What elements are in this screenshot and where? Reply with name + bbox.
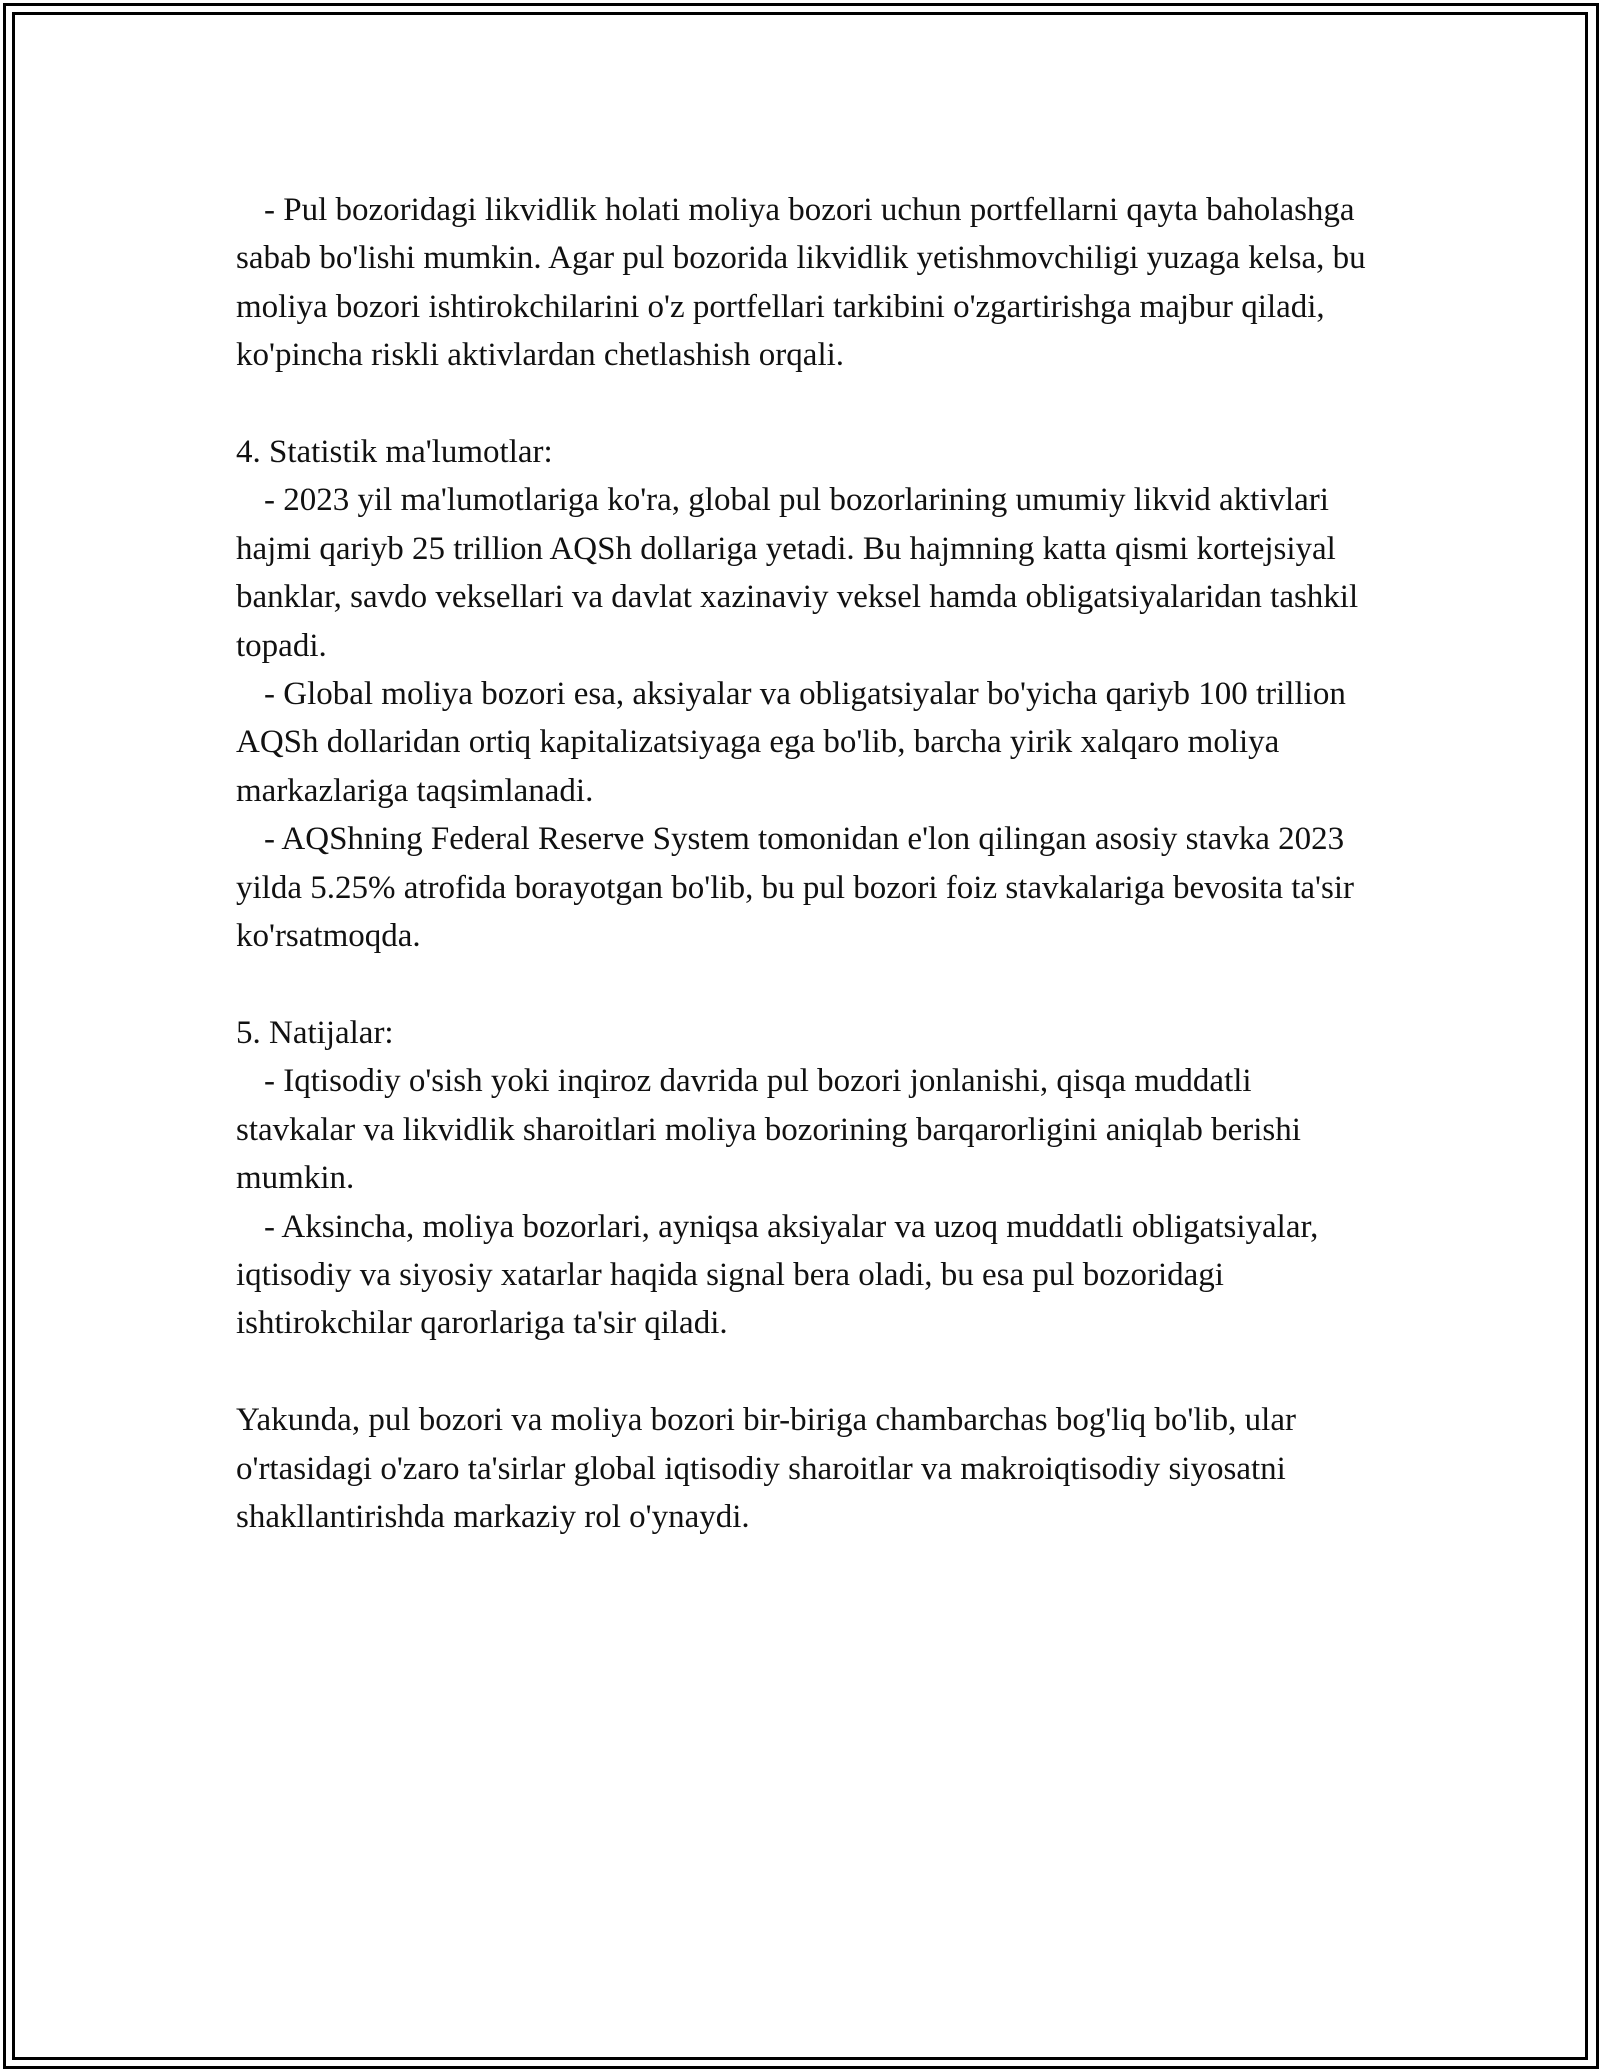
section-4-item-2: - Global moliya bozori esa, aksiyalar va obligatsiyalar bo'yicha qariyb 100 trillion AQSh dollaridan ortiq kapitalizatsiyaga ega bo'lib, barcha yirik xalqaro moliya markazlariga taqsimlanadi. — [236, 676, 1346, 809]
paragraph-spacer — [236, 1348, 1376, 1396]
section-5-item-2: - Aksincha, moliya bozorlari, ayniqsa aksiyalar va uzoq muddatli obligatsiyalar, iqtisodiy va siyosiy xatarlar haqida signal bera oladi, bu esa pul bozoridagi ishtirokchilar qarorlariga ta'sir qiladi. — [236, 1208, 1319, 1342]
paragraph-spacer — [236, 380, 1376, 428]
section-5-item-1: - Iqtisodiy o'sish yoki inqiroz davrida pul bozori jonlanishi, qisqa muddatli stavkalar va likvidlik sharoitlari moliya bozorining barqarorligini aniqlab berishi mumkin. — [236, 1063, 1301, 1197]
paragraph-spacer — [236, 960, 1376, 1008]
intro-list-item: - Pul bozoridagi likvidlik holati moliya bozori uchun portfellarni qayta baholashga sabab bo'lishi mumkin. Agar pul bozorida likvidlik yetishmovchiligi yuzaga kelsa, bu moliya bozori ishtirokchilarini o'z portfellari tarkibini o'zgartirishga majbur qiladi, ko'pincha riskli aktivlardan chetlashish orqali. — [236, 192, 1366, 374]
document-body — [236, 186, 1376, 1541]
section-4-item-3: - AQShning Federal Reserve System tomonidan e'lon qilingan asosiy stavka 2023 yilda 5.25% atrofida borayotgan bo'lib, bu pul bozori foiz stavkalariga bevosita ta'sir ko'rsatmoqda. — [236, 821, 1355, 955]
section-5-heading: 5. Natijalar: — [236, 1014, 394, 1051]
conclusion-paragraph: Yakunda, pul bozori va moliya bozori bir-biriga chambarchas bog'liq bo'lib, ular o'rtasidagi o'zaro ta'sirlar global iqtisodiy sharoitlar va makroiqtisodiy siyosatni shakllantirishda markaziy rol o'ynaydi. — [236, 1402, 1296, 1535]
section-4-item-1: - 2023 yil ma'lumotlariga ko'ra, global pul bozorlarining umumiy likvid aktivlari hajmi qariyb 25 trillion AQSh dollariga yetadi. Bu hajmning katta qismi kortejsiyal banklar, savdo veksellari va davlat xazinaviy veksel hamda obligatsiyalaridan tashkil topadi. — [236, 482, 1359, 664]
section-4-heading: 4. Statistik ma'lumotlar: — [236, 434, 553, 471]
